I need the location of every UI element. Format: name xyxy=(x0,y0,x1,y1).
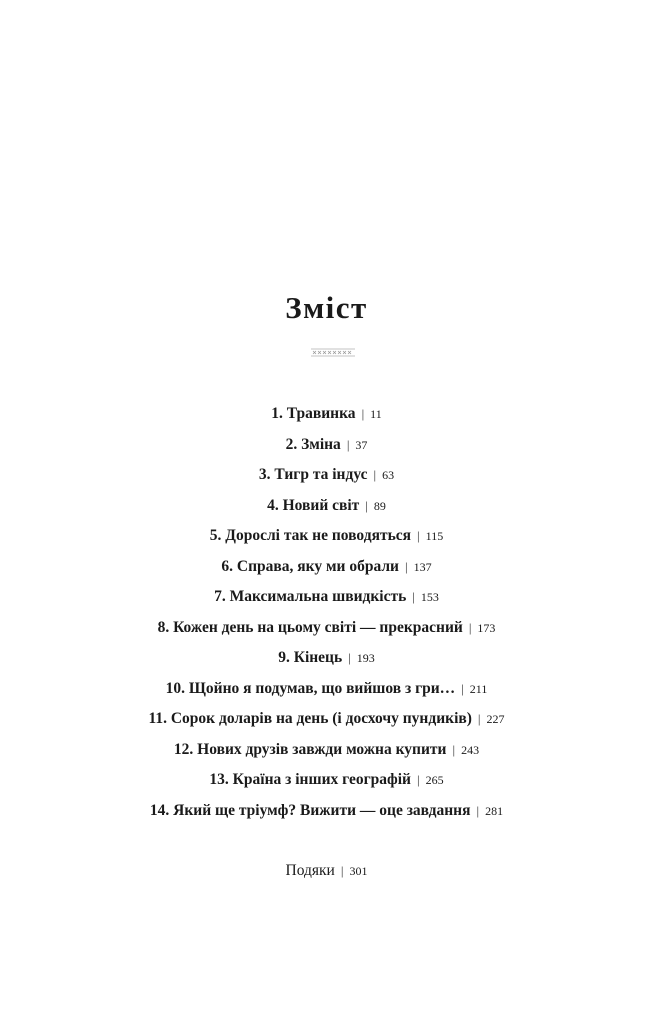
toc-entry-page: 115 xyxy=(425,529,444,543)
toc-entry-page: 153 xyxy=(420,590,439,604)
toc-entry[interactable] xyxy=(0,613,653,644)
toc-separator: | xyxy=(468,619,472,635)
toc-entry-title: 4. Новий світ xyxy=(267,496,360,514)
toc-entry-page: 281 xyxy=(485,803,504,818)
toc-entry-page: 37 xyxy=(355,437,368,452)
toc-acknowledgements[interactable] xyxy=(0,856,653,886)
toc-separator: | xyxy=(404,558,408,574)
toc-entry[interactable] xyxy=(0,460,653,491)
toc-entry[interactable] xyxy=(0,704,653,735)
toc-separator: | xyxy=(348,650,351,665)
acknowledgements-page: 301 xyxy=(349,864,368,878)
toc-entry-title: 6. Справа, яку ми обрали xyxy=(221,557,399,575)
toc-entry-title: 14. Який ще тріумф? Вижити — оце завдання xyxy=(149,801,471,819)
toc-entry-page: 227 xyxy=(486,712,505,726)
toc-separator: | xyxy=(365,497,368,513)
toc-separator: | xyxy=(476,802,480,818)
toc-entry-title: 12. Нових друзів завжди можна купити xyxy=(173,740,447,758)
toc-entry-page: 63 xyxy=(382,468,395,482)
toc-separator: | xyxy=(361,406,365,421)
toc-entry[interactable] xyxy=(0,491,653,522)
toc-separator: | xyxy=(412,589,415,604)
toc-entry[interactable] xyxy=(0,735,653,766)
toc-entry-page: 11 xyxy=(370,407,382,421)
page-title: Зміст xyxy=(285,290,368,325)
toc-entry-title: 9. Кінець xyxy=(278,649,343,666)
toc-entry[interactable] xyxy=(0,399,653,430)
toc-entry-title: 8. Кожен день на цьому світі — прекрасний xyxy=(157,618,463,636)
toc-separator: | xyxy=(346,436,350,452)
toc-entry-page: 265 xyxy=(425,773,444,787)
toc-entry-page: 137 xyxy=(413,559,432,574)
toc-entry-page: 173 xyxy=(477,620,496,635)
toc-entry[interactable] xyxy=(0,430,653,461)
toc-entry-page: 243 xyxy=(461,742,480,757)
toc-entry[interactable] xyxy=(0,643,653,674)
table-of-contents xyxy=(0,399,653,826)
toc-separator: | xyxy=(461,680,464,696)
toc-entry-title: 5. Дорослі так не поводяться xyxy=(209,527,412,544)
toc-separator: | xyxy=(416,772,420,787)
toc-entry-title: 7. Максимальна швидкість xyxy=(214,588,407,605)
toc-separator: | xyxy=(452,741,456,757)
ornament-divider xyxy=(311,348,355,357)
toc-separator: | xyxy=(340,863,344,878)
toc-entry[interactable] xyxy=(0,796,653,827)
toc-separator: | xyxy=(477,711,481,726)
toc-entry-title: 13. Країна з інших географій xyxy=(209,771,411,788)
toc-entry-page: 89 xyxy=(373,498,386,513)
toc-entry[interactable] xyxy=(0,765,653,796)
acknowledgements-title: Подяки xyxy=(285,862,335,879)
toc-entry[interactable] xyxy=(0,674,653,705)
toc-entry[interactable] xyxy=(0,521,653,552)
toc-entry[interactable] xyxy=(0,582,653,613)
toc-separator: | xyxy=(373,467,377,482)
toc-entry-title: 10. Щойно я подумав, що вийшов з гри… xyxy=(165,679,456,697)
toc-entry-title: 1. Травинка xyxy=(271,405,356,422)
toc-entry-title: 2. Зміна xyxy=(285,435,341,453)
toc-entry-title: 11. Сорок доларів на день (і досхочу пундиків) xyxy=(148,710,472,727)
toc-entry-page: 211 xyxy=(469,681,488,696)
toc-entry[interactable] xyxy=(0,552,653,583)
toc-entry-title: 3. Тигр та індус xyxy=(258,466,368,483)
toc-separator: | xyxy=(417,528,420,543)
toc-entry-page: 193 xyxy=(356,651,375,665)
